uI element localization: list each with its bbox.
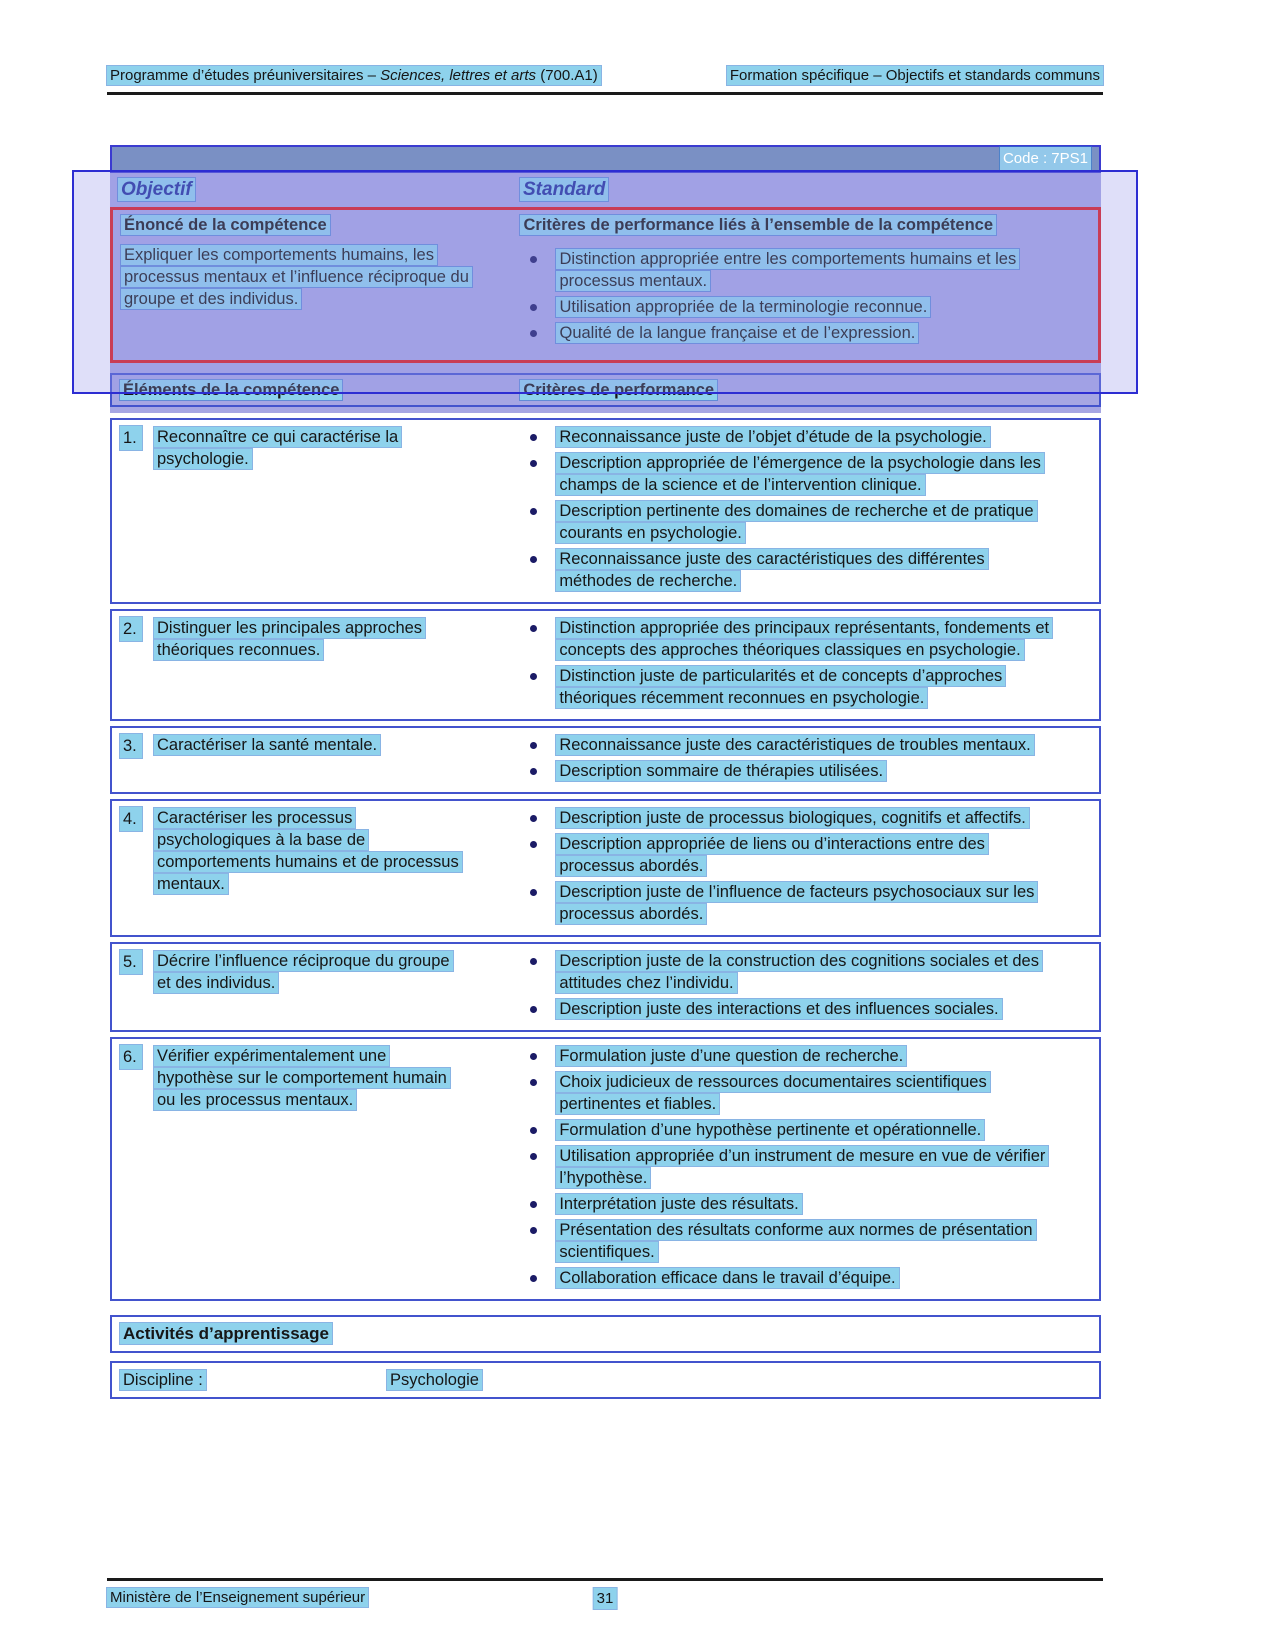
criterion-item bbox=[520, 1145, 1059, 1189]
criterion-item bbox=[520, 248, 1058, 292]
competence-statement-cell bbox=[113, 240, 520, 352]
competence-statement-wrap bbox=[121, 244, 481, 310]
enonce-header-row bbox=[113, 210, 1098, 240]
header-left-prefix: Programme d’études préuniversitaires – bbox=[110, 67, 381, 84]
criterion-text: Formulation juste d’une question de recherche. bbox=[556, 1046, 906, 1066]
enonce-criteria-cell bbox=[520, 240, 1098, 352]
element-right-cell bbox=[520, 728, 1099, 792]
competency-table bbox=[110, 145, 1101, 1399]
element-text: Vérifier expérimentalement une hypothèse sur le comportement humain ou les processus mentaux. bbox=[154, 1046, 450, 1110]
criterion-text: Distinction juste de particularités et de concepts d’approches théoriques récemment reconnues en psychologie. bbox=[556, 666, 1005, 708]
element-text-wrap bbox=[154, 950, 464, 1024]
activities-section bbox=[110, 1315, 1101, 1353]
element-right-cell bbox=[520, 944, 1099, 1030]
criterion-text: Description juste des interactions et des influences sociales. bbox=[556, 999, 1001, 1019]
element-text-wrap bbox=[154, 1045, 464, 1293]
element-number: 1. bbox=[120, 426, 142, 450]
criterion-item bbox=[520, 617, 1059, 661]
code-label: Code : 7PS1 bbox=[1000, 147, 1091, 171]
elements-header-row bbox=[110, 373, 1101, 407]
element-right-cell bbox=[520, 1039, 1099, 1299]
criterion-text: Formulation d’une hypothèse pertinente et opérationnelle. bbox=[556, 1120, 984, 1140]
header-left bbox=[107, 66, 601, 85]
header-left-italic: Sciences, lettres et arts bbox=[380, 67, 537, 84]
element-right-cell bbox=[520, 611, 1099, 719]
criterion-item bbox=[520, 1219, 1059, 1263]
criterion-item bbox=[520, 1071, 1059, 1115]
criterion-item bbox=[520, 1045, 1059, 1067]
criteria-list bbox=[520, 734, 1059, 782]
element-left-cell bbox=[112, 728, 520, 792]
criteria-list bbox=[520, 426, 1059, 592]
activities-title: Activités d’apprentissage bbox=[120, 1323, 332, 1344]
criteria-list bbox=[520, 807, 1059, 925]
column-header-standard: Standard bbox=[520, 178, 608, 201]
enonce-left-header-cell bbox=[113, 210, 520, 240]
enonce-section bbox=[110, 207, 1101, 363]
criterion-item bbox=[520, 760, 1059, 782]
criterion-item bbox=[520, 548, 1059, 592]
element-left-cell bbox=[112, 611, 520, 719]
element-row bbox=[110, 726, 1101, 794]
element-text: Caractériser les processus psychologiques à la base de comportements humains et de processus mentaux. bbox=[154, 808, 462, 894]
criteria-list bbox=[520, 1045, 1059, 1289]
criterion-item bbox=[520, 500, 1059, 544]
enonce-left-header: Énoncé de la compétence bbox=[121, 215, 330, 235]
criterion-item bbox=[520, 452, 1059, 496]
elements-rows bbox=[110, 418, 1101, 1301]
criterion-item bbox=[520, 1119, 1059, 1141]
element-left-cell bbox=[112, 944, 520, 1030]
enonce-right-header-cell bbox=[520, 210, 1098, 240]
criterion-item bbox=[520, 807, 1059, 829]
element-text: Caractériser la santé mentale. bbox=[154, 735, 380, 755]
criterion-text: Description appropriée de l’émergence de la psychologie dans les champs de la science et de l’intervention clinique. bbox=[556, 453, 1044, 495]
enonce-body-row bbox=[113, 240, 1098, 360]
element-right-cell bbox=[520, 801, 1099, 935]
criterion-text: Reconnaissance juste des caractéristiques des différentes méthodes de recherche. bbox=[556, 549, 987, 591]
header-right-text: Formation spécifique – Objectifs et standards communs bbox=[727, 66, 1103, 85]
competence-statement: Expliquer les comportements humains, les processus mentaux et l’influence réciproque du groupe et des individus. bbox=[121, 245, 472, 309]
header-left-suffix: (700.A1) bbox=[536, 67, 598, 84]
criterion-text: Choix judicieux de ressources documentaires scientifiques pertinentes et fiables. bbox=[556, 1072, 989, 1114]
element-number: 4. bbox=[120, 807, 142, 831]
header-left-text bbox=[107, 66, 601, 85]
element-row bbox=[110, 799, 1101, 937]
criteria-list bbox=[520, 950, 1059, 1020]
element-text: Décrire l’influence réciproque du groupe et des individus. bbox=[154, 951, 453, 993]
element-text: Reconnaître ce qui caractérise la psychologie. bbox=[154, 427, 401, 469]
criterion-text: Description pertinente des domaines de recherche et de pratique courants en psychologie. bbox=[556, 501, 1036, 543]
discipline-value: Psychologie bbox=[387, 1370, 482, 1390]
criterion-item bbox=[520, 322, 1058, 344]
criterion-text: Description sommaire de thérapies utilisées. bbox=[556, 761, 886, 781]
objectif-standard-section bbox=[110, 173, 1101, 413]
criterion-text: Reconnaissance juste de l’objet d’étude de la psychologie. bbox=[556, 427, 989, 447]
criterion-text: Reconnaissance juste des caractéristiques de troubles mentaux. bbox=[556, 735, 1033, 755]
standard-column-cell bbox=[520, 175, 1101, 205]
criterion-text: Distinction appropriée entre les comportements humains et les processus mentaux. bbox=[556, 249, 1019, 291]
criterion-item bbox=[520, 296, 1058, 318]
element-row bbox=[110, 942, 1101, 1032]
element-text-wrap bbox=[154, 426, 464, 596]
criterion-item bbox=[520, 665, 1059, 709]
criterion-text: Qualité de la langue française et de l’expression. bbox=[556, 323, 918, 343]
element-number: 2. bbox=[120, 617, 142, 641]
criteria-list bbox=[520, 248, 1058, 344]
element-number: 3. bbox=[120, 734, 142, 758]
element-row bbox=[110, 418, 1101, 604]
objectif-column-cell bbox=[110, 175, 520, 205]
element-row bbox=[110, 1037, 1101, 1301]
footer-left-text: Ministère de l’Enseignement supérieur bbox=[107, 1588, 368, 1607]
element-left-cell bbox=[112, 801, 520, 935]
elements-left-header-cell bbox=[112, 375, 520, 405]
criterion-item bbox=[520, 881, 1059, 925]
element-number: 5. bbox=[120, 950, 142, 974]
element-text: Distinguer les principales approches théoriques reconnues. bbox=[154, 618, 425, 660]
element-text-wrap bbox=[154, 617, 464, 713]
criterion-item bbox=[520, 833, 1059, 877]
criterion-text: Description juste de l’influence de facteurs psychosociaux sur les processus abordés. bbox=[556, 882, 1037, 924]
criterion-item bbox=[520, 950, 1059, 994]
discipline-value-wrap bbox=[387, 1369, 482, 1391]
criteria-list bbox=[520, 617, 1059, 709]
criterion-text: Description juste de processus biologiques, cognitifs et affectifs. bbox=[556, 808, 1029, 828]
discipline-label-wrap bbox=[120, 1369, 387, 1391]
element-number: 6. bbox=[120, 1045, 142, 1069]
column-header-objectif: Objectif bbox=[118, 178, 195, 201]
page-header bbox=[107, 66, 1103, 85]
criterion-text: Présentation des résultats conforme aux normes de présentation scientifiques. bbox=[556, 1220, 1035, 1262]
element-left-cell bbox=[112, 1039, 520, 1299]
element-text-wrap bbox=[154, 807, 464, 929]
criterion-text: Collaboration efficace dans le travail d’équipe. bbox=[556, 1268, 898, 1288]
header-rule bbox=[107, 92, 1103, 95]
discipline-label: Discipline : bbox=[120, 1370, 206, 1390]
element-left-cell bbox=[112, 420, 520, 602]
elements-right-header: Critères de performance bbox=[520, 380, 717, 400]
criterion-item bbox=[520, 1267, 1059, 1289]
element-row bbox=[110, 609, 1101, 721]
criterion-item bbox=[520, 734, 1059, 756]
criterion-text: Distinction appropriée des principaux représentants, fondements et concepts des approches théoriques classiques en psychologie. bbox=[556, 618, 1052, 660]
criterion-text: Utilisation appropriée d’un instrument de mesure en vue de vérifier l’hypothèse. bbox=[556, 1146, 1048, 1188]
discipline-row bbox=[110, 1361, 1101, 1399]
criterion-item bbox=[520, 998, 1059, 1020]
criterion-item bbox=[520, 1193, 1059, 1215]
criterion-text: Description appropriée de liens ou d’interactions entre des processus abordés. bbox=[556, 834, 988, 876]
criterion-item bbox=[520, 426, 1059, 448]
elements-right-header-cell bbox=[520, 375, 1099, 405]
column-header-row bbox=[110, 175, 1101, 205]
element-right-cell bbox=[520, 420, 1099, 602]
header-right bbox=[727, 66, 1103, 85]
page-footer bbox=[107, 1578, 1103, 1607]
enonce-right-header: Critères de performance liés à l’ensemble de la compétence bbox=[520, 215, 996, 235]
page-number: 31 bbox=[594, 1588, 617, 1609]
elements-left-header: Éléments de la compétence bbox=[120, 380, 342, 400]
criterion-text: Description juste de la construction des cognitions sociales et des attitudes chez l’individu. bbox=[556, 951, 1042, 993]
criterion-text: Interprétation juste des résultats. bbox=[556, 1194, 801, 1214]
criterion-text: Utilisation appropriée de la terminologie reconnue. bbox=[556, 297, 930, 317]
element-text-wrap bbox=[154, 734, 464, 786]
code-band bbox=[110, 145, 1101, 173]
